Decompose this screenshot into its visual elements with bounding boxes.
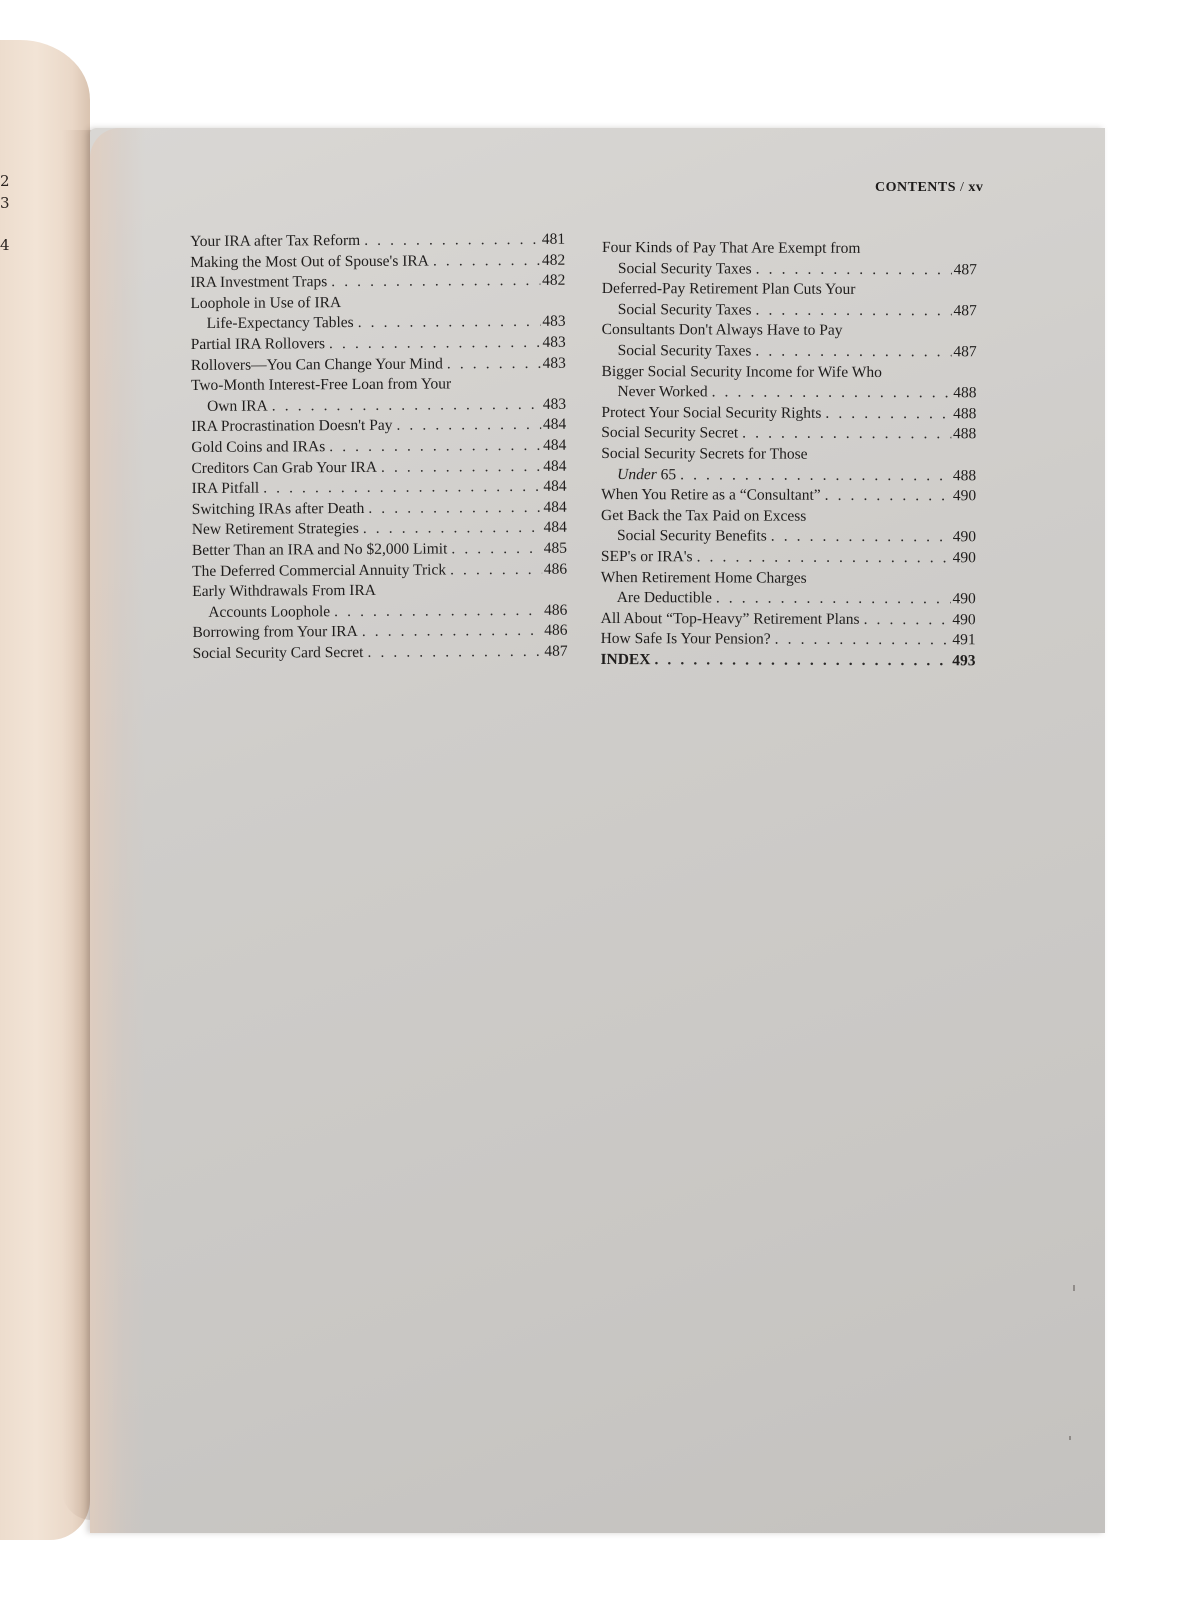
toc-entry-title: How Safe Is Your Pension? <box>600 630 771 648</box>
dot-leader <box>697 547 951 568</box>
toc-entry-line <box>193 642 568 665</box>
toc-entry <box>601 547 976 569</box>
toc-entry-title: INDEX <box>600 650 651 669</box>
dot-leader <box>712 383 952 404</box>
toc-entry <box>190 230 565 253</box>
left-page-margin-digit: 3 <box>0 194 10 212</box>
toc-entry-line <box>602 341 977 363</box>
toc-entry-page: 484 <box>543 477 567 495</box>
toc-entry-line <box>192 518 567 541</box>
toc-entry-title: Social Security Benefits <box>616 527 767 545</box>
dot-leader <box>755 342 951 363</box>
toc-entry-title: Consultants Don't Always Have to Pay <box>601 321 843 340</box>
toc-entry-line <box>601 588 976 610</box>
toc-entry-title: Bigger Social Security Income for Wife Who <box>601 362 882 381</box>
dot-leader <box>363 518 542 540</box>
dot-leader <box>329 436 541 458</box>
dot-leader <box>396 415 541 436</box>
toc-entry-title: Are Deductible <box>616 589 712 607</box>
toc-entry <box>601 506 976 548</box>
dot-leader <box>825 404 951 425</box>
toc-entry-line <box>601 629 976 651</box>
toc-entry-page: 482 <box>541 251 566 269</box>
toc-entry-page: 484 <box>543 436 567 454</box>
toc-entry-title: Social Security Secrets for Those <box>601 444 808 463</box>
toc-left-column <box>190 230 568 665</box>
toc-entry-page: 483 <box>542 313 566 331</box>
toc-entry <box>191 333 566 356</box>
toc-entry-line <box>191 353 566 376</box>
dot-leader <box>433 250 540 271</box>
toc-entry-title: Partial IRA Rollovers <box>190 335 326 353</box>
toc-entry-line <box>191 456 566 479</box>
toc-entry-title: All About “Top-Heavy” Retirement Plans <box>600 609 860 628</box>
toc-entry-line <box>602 300 977 322</box>
toc-entry-title: Social Security Card Secret <box>192 643 364 662</box>
toc-entry <box>191 436 566 459</box>
dot-leader <box>825 486 951 507</box>
toc-entry-line <box>601 609 976 631</box>
toc-entry-line <box>191 374 566 397</box>
dot-leader <box>367 642 542 664</box>
toc-entry-title: Switching IRAs after Death <box>191 499 365 518</box>
left-page-margin-digit: 4 <box>0 236 10 254</box>
toc-entry <box>191 456 566 479</box>
dot-leader <box>756 259 952 280</box>
toc-entry-title: Better Than an IRA and No $2,000 Limit <box>191 540 448 559</box>
toc-entry-line <box>601 403 976 425</box>
toc-entry <box>191 353 566 376</box>
toc-entry-page: 485 <box>543 539 567 557</box>
toc-entry-title: IRA Procrastination Doesn't Pay <box>191 417 393 436</box>
toc-entry-title: Under 65 <box>617 465 677 483</box>
toc-entry-line <box>602 238 977 260</box>
toc-entry-page: 490 <box>952 590 976 608</box>
toc-entry-title: Social Security Taxes <box>617 342 752 360</box>
toc-entry <box>190 250 565 273</box>
toc-entry-page: 484 <box>542 416 567 434</box>
toc-entry-page: 486 <box>544 601 568 619</box>
toc-entry-title: Your IRA after Tax Reform <box>190 231 361 250</box>
dot-leader <box>329 333 541 355</box>
toc-entry-title: Borrowing from Your IRA <box>192 623 358 642</box>
toc-entry <box>601 485 976 507</box>
dot-leader <box>381 456 541 478</box>
toc-entry-page: 488 <box>953 425 977 443</box>
toc-entry <box>601 362 976 404</box>
toc-entry-line <box>192 497 567 520</box>
toc-entry-page: 493 <box>952 652 976 670</box>
dot-leader <box>654 650 950 672</box>
toc-entry-line <box>191 333 566 356</box>
toc-entry-line <box>190 271 565 294</box>
toc-entry-line <box>602 320 977 342</box>
toc-entry-title: Social Security Secret <box>601 424 739 442</box>
toc-entry <box>600 650 975 672</box>
toc-entry-title: Making the Most Out of Spouse's IRA <box>190 252 429 271</box>
toc-entry <box>192 497 567 520</box>
dot-leader <box>742 424 951 445</box>
toc-entry-title: IRA Pitfall <box>191 479 260 498</box>
dot-leader <box>331 271 540 293</box>
toc-entry-page: 483 <box>542 395 567 413</box>
toc-entry-line <box>601 506 976 528</box>
toc-entry-line <box>190 230 565 253</box>
dot-leader <box>263 477 541 499</box>
toc-entry <box>602 279 977 321</box>
toc-entry-page: 484 <box>543 519 567 537</box>
toc-entry-page: 484 <box>543 498 567 516</box>
toc-entry-line <box>190 250 565 273</box>
toc-entry-page: 491 <box>952 631 976 649</box>
toc-entry <box>601 629 976 651</box>
toc-entry-title: Deferred-Pay Retirement Plan Cuts Your <box>601 280 856 299</box>
toc-entry-page: 490 <box>952 487 977 505</box>
toc-entry-line <box>602 259 977 281</box>
toc-entry <box>192 621 567 644</box>
toc-entry-page: 487 <box>953 343 977 361</box>
toc-entry-line <box>190 291 565 314</box>
dot-leader <box>864 610 951 631</box>
toc-entry-page: 487 <box>953 302 977 320</box>
dot-leader <box>680 465 951 487</box>
toc-entry <box>601 609 976 631</box>
toc-entry-page: 482 <box>542 271 566 290</box>
running-head-section: CONTENTS <box>875 180 957 195</box>
toc-entry-line <box>601 423 976 445</box>
toc-entry-line <box>601 526 976 548</box>
toc-entry-page: 490 <box>952 610 976 628</box>
toc-entry-title: Get Back the Tax Paid on Excess <box>601 506 807 525</box>
toc-entry-line <box>191 436 566 459</box>
toc-entry-page: 490 <box>952 549 976 567</box>
toc-entry <box>601 444 976 486</box>
toc-entry-title: Gold Coins and IRAs <box>191 438 326 456</box>
toc-entry <box>192 539 567 562</box>
toc-entry-page: 481 <box>541 230 566 248</box>
dot-leader <box>334 601 542 623</box>
dot-leader <box>364 230 540 252</box>
running-head-separator: / <box>960 180 965 195</box>
toc-entry <box>601 567 976 609</box>
dot-leader <box>358 312 541 334</box>
toc-entry-line <box>192 600 567 623</box>
toc-entry-title: The Deferred Commercial Annuity Trick <box>192 560 447 580</box>
toc-entry <box>602 238 977 280</box>
page-speck <box>1073 1285 1075 1291</box>
toc-entry-page: 486 <box>544 621 568 640</box>
toc-entry-line <box>191 312 566 335</box>
toc-entry-page: 488 <box>953 384 977 402</box>
toc-entry <box>192 477 567 500</box>
toc-entry-title: Never Worked <box>617 383 708 401</box>
toc-entry-line <box>192 559 567 582</box>
toc-right-column <box>600 238 977 672</box>
toc-entry-title: When Retirement Home Charges <box>600 568 807 587</box>
toc-entry-line <box>601 444 976 466</box>
toc-entry-title: Accounts Loophole <box>208 602 331 621</box>
toc-entry-line <box>191 415 566 438</box>
toc-entry-page: 490 <box>952 528 976 546</box>
dot-leader <box>756 300 952 321</box>
toc-entry-line <box>601 547 976 569</box>
toc-entry <box>602 320 977 362</box>
toc-entry-title: Early Withdrawals From IRA <box>192 581 377 601</box>
dot-leader <box>362 621 543 643</box>
toc-entry-title: Rollovers—You Can Change Your Mind <box>190 355 443 374</box>
toc-entry-page: 483 <box>542 354 566 372</box>
toc-entry-page: 483 <box>542 333 566 351</box>
running-head <box>875 180 1075 196</box>
dot-leader <box>771 527 951 548</box>
toc-entry-page: 487 <box>544 642 568 660</box>
toc-entry-title: New Retirement Strategies <box>191 520 359 539</box>
toc-entry-page: 486 <box>543 560 568 578</box>
toc-entry-line <box>602 279 977 301</box>
toc-entry <box>192 518 567 541</box>
dot-leader <box>775 630 951 651</box>
toc-entry <box>191 415 566 438</box>
running-head-page-number: xv <box>968 180 984 195</box>
toc-entry-page: 488 <box>952 466 977 484</box>
toc-entry-title: Social Security Taxes <box>617 259 752 278</box>
dot-leader <box>716 588 951 609</box>
toc-entry-line <box>192 621 567 644</box>
toc-entry <box>601 423 976 445</box>
toc-entry <box>190 291 565 334</box>
toc-entry-title: SEP's or IRA's <box>600 547 693 566</box>
dot-leader <box>272 395 541 417</box>
toc-entry-title: Life-Expectancy Tables <box>206 314 354 333</box>
toc-entry <box>190 271 565 294</box>
toc-entry <box>192 559 567 582</box>
toc-entry-title: When You Retire as a “Consultant” <box>601 486 821 504</box>
toc-entry <box>193 642 568 665</box>
dot-leader <box>451 539 541 560</box>
toc-entry-title: Social Security Taxes <box>617 300 752 319</box>
toc-entry-page: 487 <box>953 260 977 278</box>
page-speck <box>1069 1436 1071 1440</box>
toc-entry <box>191 374 566 417</box>
toc-entry <box>601 403 976 425</box>
toc-entry-line <box>191 394 566 417</box>
toc-entry <box>192 580 567 623</box>
toc-entry-line <box>600 650 975 672</box>
toc-entry-line <box>601 567 976 589</box>
page-curl-edge <box>90 128 145 1533</box>
left-page-margin-digit: 2 <box>0 172 10 190</box>
toc-entry-line <box>601 485 976 507</box>
toc-entry-title: Creditors Can Grab Your IRA <box>191 458 378 477</box>
toc-entry-page: 488 <box>953 404 977 423</box>
toc-entry-title: Two-Month Interest-Free Loan from Your <box>190 375 452 395</box>
toc-entry-title: Own IRA <box>207 397 268 415</box>
dot-leader <box>368 498 541 520</box>
toc-entry-line <box>601 382 976 404</box>
toc-entry-title: Loophole in Use of IRA <box>190 293 342 312</box>
dot-leader <box>450 559 542 580</box>
toc-entry-line <box>601 465 976 487</box>
toc-entry-line <box>601 362 976 384</box>
toc-entry-line <box>192 477 567 500</box>
toc-entry-title: Four Kinds of Pay That Are Exempt from <box>601 239 861 257</box>
toc-entry-line <box>192 580 567 603</box>
toc-entry-line <box>192 539 567 562</box>
dot-leader <box>447 353 541 374</box>
toc-entry-title: IRA Investment Traps <box>190 273 328 292</box>
toc-entry-page: 484 <box>543 457 567 475</box>
toc-entry-title: Protect Your Social Security Rights <box>601 403 822 422</box>
